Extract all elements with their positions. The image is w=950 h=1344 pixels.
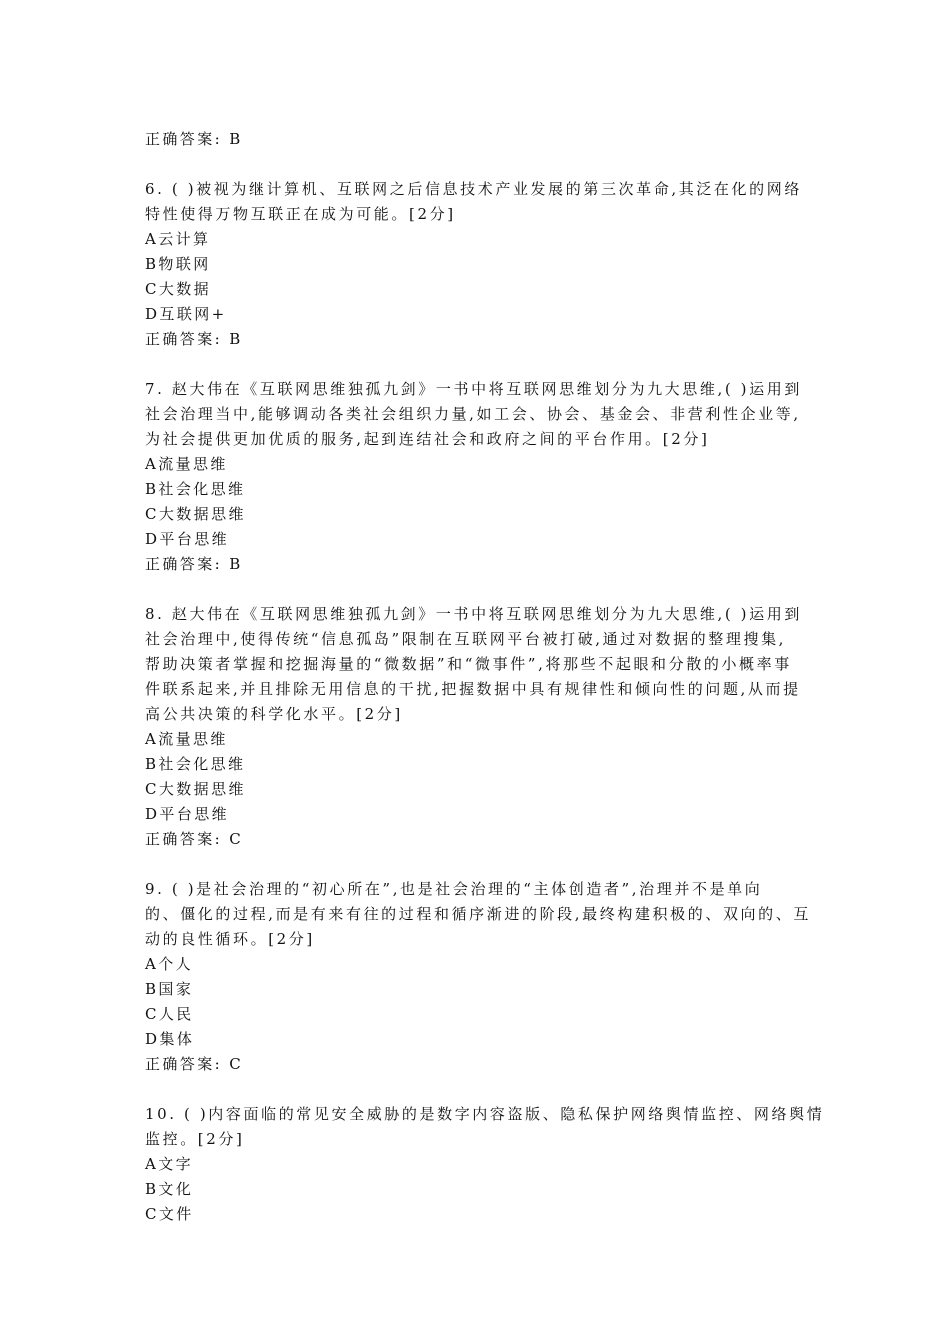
option-c: C大数据思维 bbox=[145, 780, 246, 798]
option-a: A个人 bbox=[145, 955, 194, 973]
stem-line: 高公共决策的科学化水平。[2分] bbox=[145, 705, 403, 723]
stem-line: 8. 赵大伟在《互联网思维独孤九剑》一书中将互联网思维划分为九大思维,( )运用到 bbox=[145, 605, 802, 623]
option-c: C人民 bbox=[145, 1005, 194, 1023]
stem-line: 动的良性循环。[2分] bbox=[145, 930, 315, 948]
answer-line: 正确答案: B bbox=[145, 330, 243, 348]
answer-line: 正确答案: B bbox=[145, 130, 243, 148]
option-d: D平台思维 bbox=[145, 530, 230, 548]
stem-line: 的、僵化的过程,而是有来有往的过程和循序渐进的阶段,最终构建积极的、双向的、互 bbox=[145, 905, 811, 923]
stem-line: 社会治理当中,能够调动各类社会组织力量,如工会、协会、基金会、非营利性企业等, bbox=[145, 405, 801, 423]
stem-line: 监控。[2分] bbox=[145, 1130, 245, 1148]
answer-line: 正确答案: B bbox=[145, 555, 243, 573]
option-c: C大数据 bbox=[145, 280, 212, 298]
stem-line: 10. ( )内容面临的常见安全威胁的是数字内容盗版、隐私保护网络舆情监控、网络舆情 bbox=[145, 1105, 825, 1123]
question-7 bbox=[145, 377, 810, 577]
option-b: B文化 bbox=[145, 1180, 194, 1198]
stem-line: 9. ( )是社会治理的“初心所在”,也是社会治理的“主体创造者”,治理并不是单向 bbox=[145, 880, 763, 898]
document-page bbox=[145, 127, 825, 1227]
option-b: B国家 bbox=[145, 980, 194, 998]
question-6 bbox=[145, 177, 810, 352]
option-c: C文件 bbox=[145, 1205, 194, 1223]
question-stem bbox=[145, 177, 810, 227]
option-b: B物联网 bbox=[145, 255, 211, 273]
answer-line: 正确答案: C bbox=[145, 830, 244, 848]
option-d: D集体 bbox=[145, 1030, 195, 1048]
option-a: A流量思维 bbox=[145, 730, 228, 748]
option-c: C大数据思维 bbox=[145, 505, 246, 523]
stem-line: 帮助决策者掌握和挖掘海量的“微数据”和“微事件”,将那些不起眼和分散的小概率事 bbox=[145, 655, 792, 673]
option-a: A文字 bbox=[145, 1155, 194, 1173]
option-b: B社会化思维 bbox=[145, 755, 246, 773]
question-stem bbox=[145, 877, 810, 952]
stem-line: 7. 赵大伟在《互联网思维独孤九剑》一书中将互联网思维划分为九大思维,( )运用到 bbox=[145, 380, 802, 398]
stem-line: 社会治理中,使得传统“信息孤岛”限制在互联网平台被打破,通过对数据的整理搜集, bbox=[145, 630, 787, 648]
question-9 bbox=[145, 877, 810, 1077]
question-stem bbox=[145, 1102, 825, 1152]
option-d: D平台思维 bbox=[145, 805, 230, 823]
option-a: A流量思维 bbox=[145, 455, 228, 473]
option-b: B社会化思维 bbox=[145, 480, 246, 498]
option-d: D互联网+ bbox=[145, 305, 227, 323]
question-stem bbox=[145, 602, 810, 727]
question-10 bbox=[145, 1102, 825, 1227]
question-stem bbox=[145, 377, 810, 452]
question-8 bbox=[145, 602, 810, 852]
stem-line: 件联系起来,并且排除无用信息的干扰,把握数据中具有规律性和倾向性的问题,从而提 bbox=[145, 680, 801, 698]
option-a: A云计算 bbox=[145, 230, 211, 248]
stem-line: 6. ( )被视为继计算机、互联网之后信息技术产业发展的第三次革命,其泛在化的网络 bbox=[145, 180, 802, 198]
answer-line: 正确答案: C bbox=[145, 1055, 244, 1073]
stem-line: 为社会提供更加优质的服务,起到连结社会和政府之间的平台作用。[2分] bbox=[145, 430, 710, 448]
stem-line: 特性使得万物互联正在成为可能。[2分] bbox=[145, 205, 456, 223]
